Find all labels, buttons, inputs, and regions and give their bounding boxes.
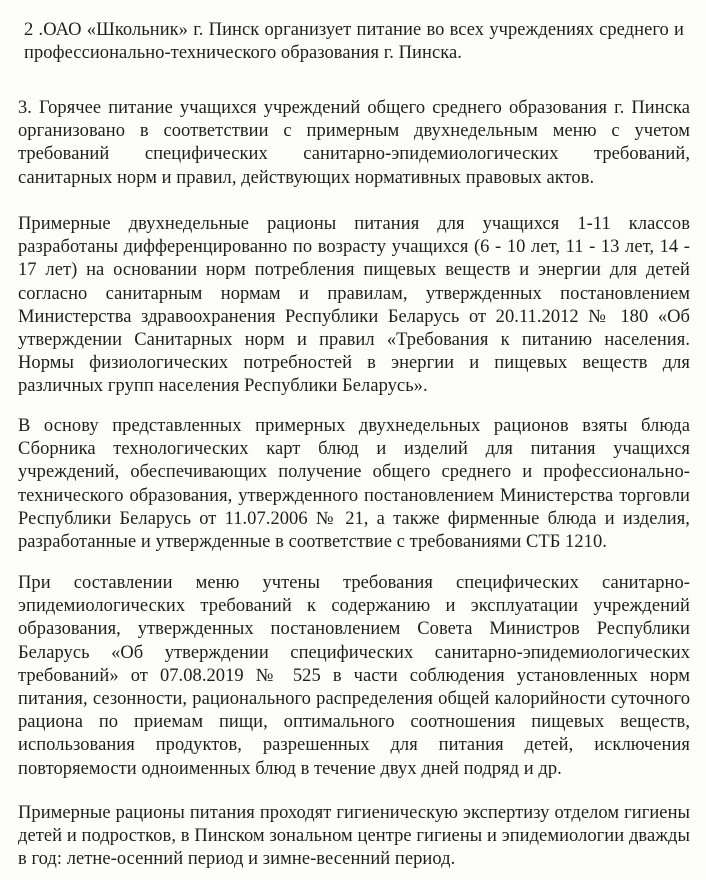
paragraph-3-hot-meals: 3. Горячее питание учащихся учреждений общего среднего образования г. Пинска организовано в соответствии с примерным двухнедельным меню с учетом требований специфических санитарно-эпидемиологических требований, санитарных норм и правил, действующих нормативных правовых актов. xyxy=(18,98,690,188)
paragraph-technology-cards: В основу представленных примерных двухнедельных рационов взяты блюда Сборника технологических карт блюд и изделий для питания учащихся учреждений, обеспечивающих получение общего среднего и профессионально-технического образования, утвержденного постановлением Министерства торговли Республики Беларусь от 11.07.2006 № 21, а также фирменные блюда и изделия, разработанные и утвержденные в соответствие с требованиями СТБ 1210. xyxy=(18,416,690,553)
paragraph-hygiene-expertise: Примерные рационы питания проходят гигиеническую экспертизу отделом гигиены детей и подростков, в Пинском зональном центре гигиены и эпидемиологии дважды в год: летне-осенний период и зимне-весенний период. xyxy=(18,803,690,870)
paragraph-two-week-rations: Примерные двухнедельные рационы питания для учащихся 1-11 классов разработаны дифференцированно по возрасту учащихся (6 - 10 лет, 11 - 13 лет, 14 - 17 лет) на основании норм потребления пищевых веществ и энергии для детей согласно санитарным нормам и правилам, утвержденных постановлением Министерства здравоохранения Республики Беларусь от 20.11.2012 № 180 «Об утверждении Санитарных норм и правил «Требования к питанию населения. Нормы физиологических потребностей в энергии и пищевых веществ для различных групп населения Республики Беларусь». xyxy=(18,214,690,397)
paragraph-menu-requirements: При составлении меню учтены требования специфических санитарно-эпидемиологических требований к содержанию и эксплуатации учреждений образования, утвержденных постановлением Совета Министров Республики Беларусь «Об утверждении специфических санитарно-эпидемиологических требований» от 07.08.2019 № 525 в части соблюдения установленных норм питания, сезонности, рационального распределения общей калорийности суточного рациона по приемам пищи, оптимального соотношения пищевых веществ, использования продуктов, разрешенных для питания детей, исключения повторяемости одноименных блюд в течение двух дней подряд и др. xyxy=(18,573,690,779)
paragraph-2-organization: 2 .ОАО «Школьник» г. Пинск организует питание во всех учреждениях среднего и профессионально-технического образования г. Пинска. xyxy=(24,20,684,64)
